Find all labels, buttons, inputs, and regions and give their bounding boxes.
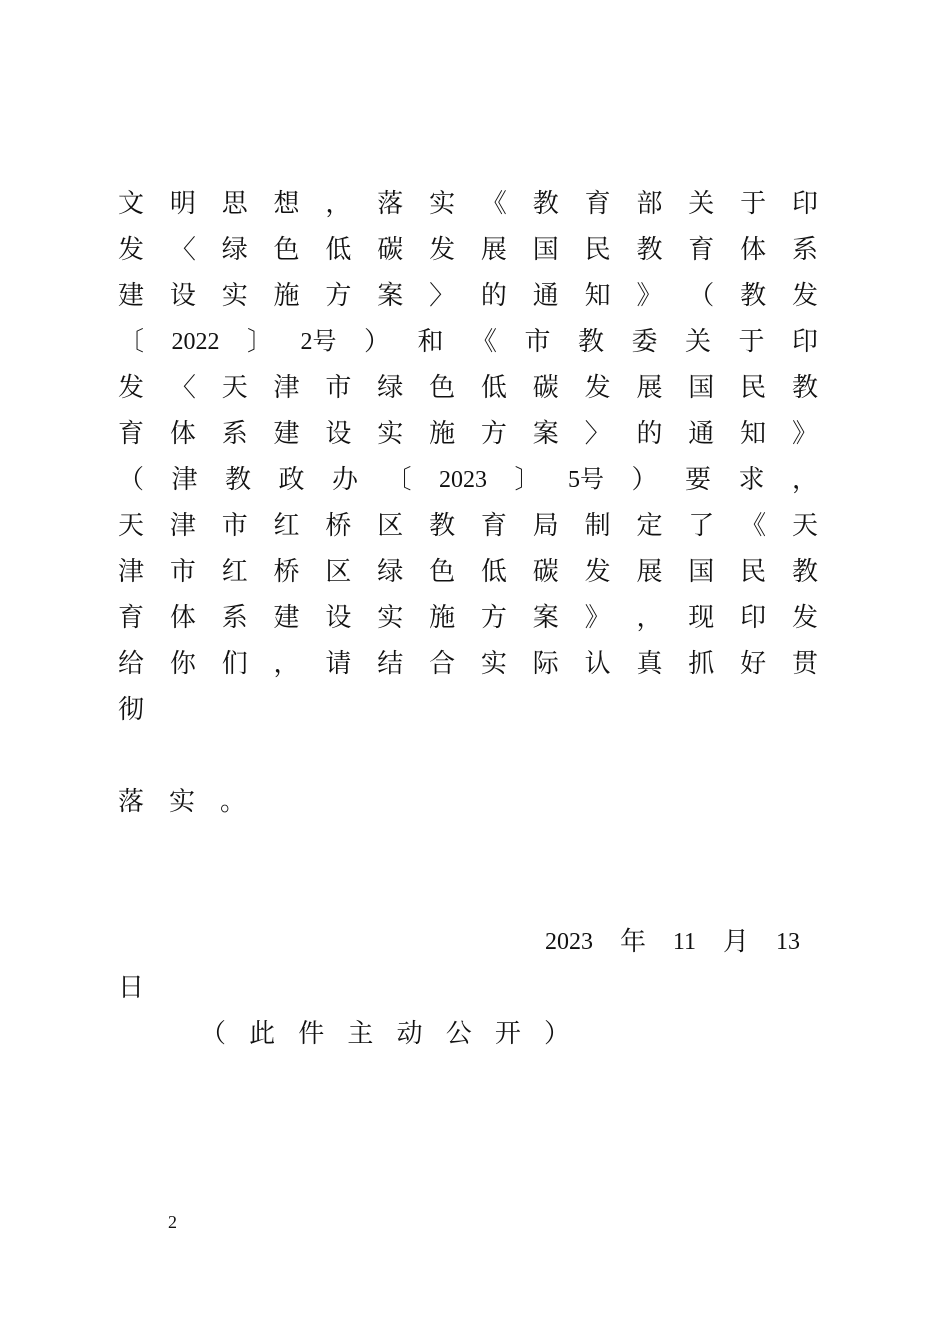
body-char: 2号: [300, 329, 337, 355]
body-char: 案: [377, 281, 404, 311]
body-char: 实: [480, 649, 507, 679]
date-month-unit: 月: [722, 927, 749, 957]
body-line: [118, 368, 818, 408]
public-notice-char: 件: [298, 1019, 325, 1049]
body-char: 请: [325, 649, 352, 679]
body-char: ，: [325, 189, 352, 219]
body-char: 发: [429, 235, 456, 265]
body-char: 委: [631, 327, 658, 357]
body-char: ）: [363, 327, 390, 357]
body-char: 抓: [688, 649, 715, 679]
body-char: 体: [169, 603, 196, 633]
body-char: 〉: [429, 281, 456, 311]
body-char: 育: [480, 511, 507, 541]
body-char: 给: [118, 649, 145, 679]
body-char: 《: [480, 189, 507, 219]
body-char: 红: [273, 511, 300, 541]
body-char: 《: [740, 511, 767, 541]
body-char: 天: [791, 511, 818, 541]
body-char: 》: [636, 281, 663, 311]
body-char: 设: [325, 419, 352, 449]
body-char: 办: [332, 465, 359, 495]
body-char: 方: [325, 281, 352, 311]
body-char: 方: [480, 419, 507, 449]
body-char: 桥: [325, 511, 352, 541]
body-char: 绿: [377, 557, 404, 587]
body-char: 色: [429, 373, 456, 403]
body-char: 际: [532, 649, 559, 679]
body-char: 施: [429, 603, 456, 633]
body-line: [118, 552, 818, 592]
date-day-unit: 日: [118, 973, 145, 1003]
body-line: [118, 414, 818, 454]
body-char: 育: [118, 603, 145, 633]
body-char: 〕: [246, 327, 273, 357]
body-char: 落: [118, 787, 145, 817]
body-char: 实: [221, 281, 248, 311]
body-char: 实: [377, 603, 404, 633]
body-char: （: [118, 465, 145, 495]
body-char: 建: [273, 603, 300, 633]
body-char: 结: [377, 649, 404, 679]
body-char: 教: [429, 511, 456, 541]
body-char: 贯: [791, 649, 818, 679]
body-char: 好: [740, 649, 767, 679]
body-char: 系: [221, 419, 248, 449]
body-char: 认: [584, 649, 611, 679]
body-char: 设: [169, 281, 196, 311]
body-char: 。: [220, 787, 247, 817]
body-char: 区: [377, 511, 404, 541]
body-char: 低: [325, 235, 352, 265]
date-year: 2023: [545, 929, 593, 955]
body-char: ，: [636, 603, 663, 633]
body-char: 展: [480, 235, 507, 265]
body-char: 〕: [514, 465, 541, 495]
body-char: 国: [688, 373, 715, 403]
body-char: 〔: [385, 465, 412, 495]
body-char: 教: [577, 327, 604, 357]
body-char: 现: [688, 603, 715, 633]
body-char: 2022: [171, 329, 220, 355]
body-char: 色: [429, 557, 456, 587]
body-char: 系: [791, 235, 818, 265]
body-char: 碳: [377, 235, 404, 265]
body-line: [118, 460, 818, 500]
body-char: 制: [584, 511, 611, 541]
body-char: 教: [791, 557, 818, 587]
body-char: 教: [532, 189, 559, 219]
body-line: [118, 782, 818, 822]
body-char: 津: [118, 557, 145, 587]
body-char: 方: [480, 603, 507, 633]
body-char: 发: [584, 373, 611, 403]
body-char: 通: [532, 281, 559, 311]
public-notice-char: 主: [347, 1019, 374, 1049]
body-char: 市: [169, 557, 196, 587]
body-char: 求: [738, 465, 765, 495]
body-char: 的: [480, 281, 507, 311]
body-char: 市: [325, 373, 352, 403]
body-char: 于: [738, 327, 765, 357]
body-char: 设: [325, 603, 352, 633]
body-char: 市: [524, 327, 551, 357]
body-line: [118, 644, 818, 684]
body-char: 思: [221, 189, 248, 219]
body-char: 展: [636, 373, 663, 403]
body-char: 你: [169, 649, 196, 679]
body-char: （: [688, 281, 715, 311]
body-char: 津: [273, 373, 300, 403]
body-char: 展: [636, 557, 663, 587]
body-char: 部: [636, 189, 663, 219]
body-char: 〈: [169, 373, 196, 403]
body-char: 教: [636, 235, 663, 265]
body-char: 知: [584, 281, 611, 311]
body-char: 民: [740, 373, 767, 403]
public-notice-char: 开: [494, 1019, 521, 1049]
body-char: 〔: [118, 327, 145, 357]
body-char: 民: [740, 557, 767, 587]
body-char: 桥: [273, 557, 300, 587]
body-char: 于: [740, 189, 767, 219]
page-number: 2: [168, 1212, 177, 1232]
body-char: 想: [273, 189, 300, 219]
body-char: 民: [584, 235, 611, 265]
body-char: 建: [118, 281, 145, 311]
body-char: 文: [118, 189, 145, 219]
body-char: ）: [631, 465, 658, 495]
body-char: 定: [636, 511, 663, 541]
body-char: 绿: [377, 373, 404, 403]
body-char: 天: [221, 373, 248, 403]
public-notice-char: 动: [396, 1019, 423, 1049]
body-char: 教: [225, 465, 252, 495]
body-char: 真: [636, 649, 663, 679]
body-char: 印: [791, 189, 818, 219]
body-char: 〈: [169, 235, 196, 265]
public-notice-char: （: [200, 1019, 227, 1049]
body-line: [118, 184, 818, 224]
body-char: 施: [273, 281, 300, 311]
body-char: 合: [429, 649, 456, 679]
body-char: 区: [325, 557, 352, 587]
public-notice-char: ）: [543, 1019, 570, 1049]
body-char: 发: [791, 281, 818, 311]
body-char: ，: [273, 649, 300, 679]
body-char: 建: [273, 419, 300, 449]
body-char: 教: [791, 373, 818, 403]
body-char: 印: [791, 327, 818, 357]
body-char: 明: [169, 189, 196, 219]
body-line: [118, 230, 818, 270]
body-char: 政: [278, 465, 305, 495]
body-char: 津: [171, 465, 198, 495]
body-char: 和: [417, 327, 444, 357]
date-day: 13: [775, 929, 800, 955]
body-char: 低: [480, 557, 507, 587]
body-char: 关: [688, 189, 715, 219]
body-char: 案: [532, 603, 559, 633]
body-char: 实: [429, 189, 456, 219]
body-char: 碳: [532, 557, 559, 587]
public-notice-char: 公: [445, 1019, 472, 1049]
body-char: 》: [791, 419, 818, 449]
body-char: 》: [584, 603, 611, 633]
body-char: 落: [377, 189, 404, 219]
body-char: 系: [221, 603, 248, 633]
public-notice-char: 此: [249, 1019, 276, 1049]
body-char: 国: [688, 557, 715, 587]
body-char: 要: [684, 465, 711, 495]
body-char: 的: [636, 419, 663, 449]
body-char: 局: [532, 511, 559, 541]
body-char: 彻: [118, 695, 145, 725]
body-char: 低: [480, 373, 507, 403]
body-char: 知: [740, 419, 767, 449]
body-char: 实: [169, 787, 196, 817]
body-char: 发: [584, 557, 611, 587]
body-char: 色: [273, 235, 300, 265]
body-char: 育: [688, 235, 715, 265]
body-char: 国: [532, 235, 559, 265]
body-line: [118, 690, 818, 730]
body-char: 津: [169, 511, 196, 541]
body-char: 碳: [532, 373, 559, 403]
date-month: 11: [672, 929, 697, 955]
body-char: 〉: [584, 419, 611, 449]
body-char: 天: [118, 511, 145, 541]
body-char: 育: [118, 419, 145, 449]
body-char: 们: [221, 649, 248, 679]
body-char: 发: [118, 235, 145, 265]
body-char: 市: [221, 511, 248, 541]
body-line: [118, 506, 818, 546]
body-char: 绿: [221, 235, 248, 265]
body-char: 体: [740, 235, 767, 265]
body-char: 5号: [567, 467, 604, 493]
body-line: [118, 598, 818, 638]
body-char: 教: [740, 281, 767, 311]
body-char: 关: [684, 327, 711, 357]
body-char: 印: [740, 603, 767, 633]
body-line: [118, 322, 818, 362]
body-char: 通: [688, 419, 715, 449]
body-char: 2023: [439, 467, 487, 493]
public-notice: [200, 1014, 570, 1054]
body-char: 发: [791, 603, 818, 633]
body-line: [118, 276, 818, 316]
date-line: [545, 922, 800, 962]
body-char: 施: [429, 419, 456, 449]
body-char: 《: [470, 327, 497, 357]
body-char: 了: [688, 511, 715, 541]
body-char: ，: [791, 465, 818, 495]
body-char: 红: [221, 557, 248, 587]
body-char: 发: [118, 373, 145, 403]
body-char: 案: [532, 419, 559, 449]
date-year-unit: 年: [619, 927, 646, 957]
body-char: 育: [584, 189, 611, 219]
body-char: 体: [169, 419, 196, 449]
body-char: 实: [377, 419, 404, 449]
